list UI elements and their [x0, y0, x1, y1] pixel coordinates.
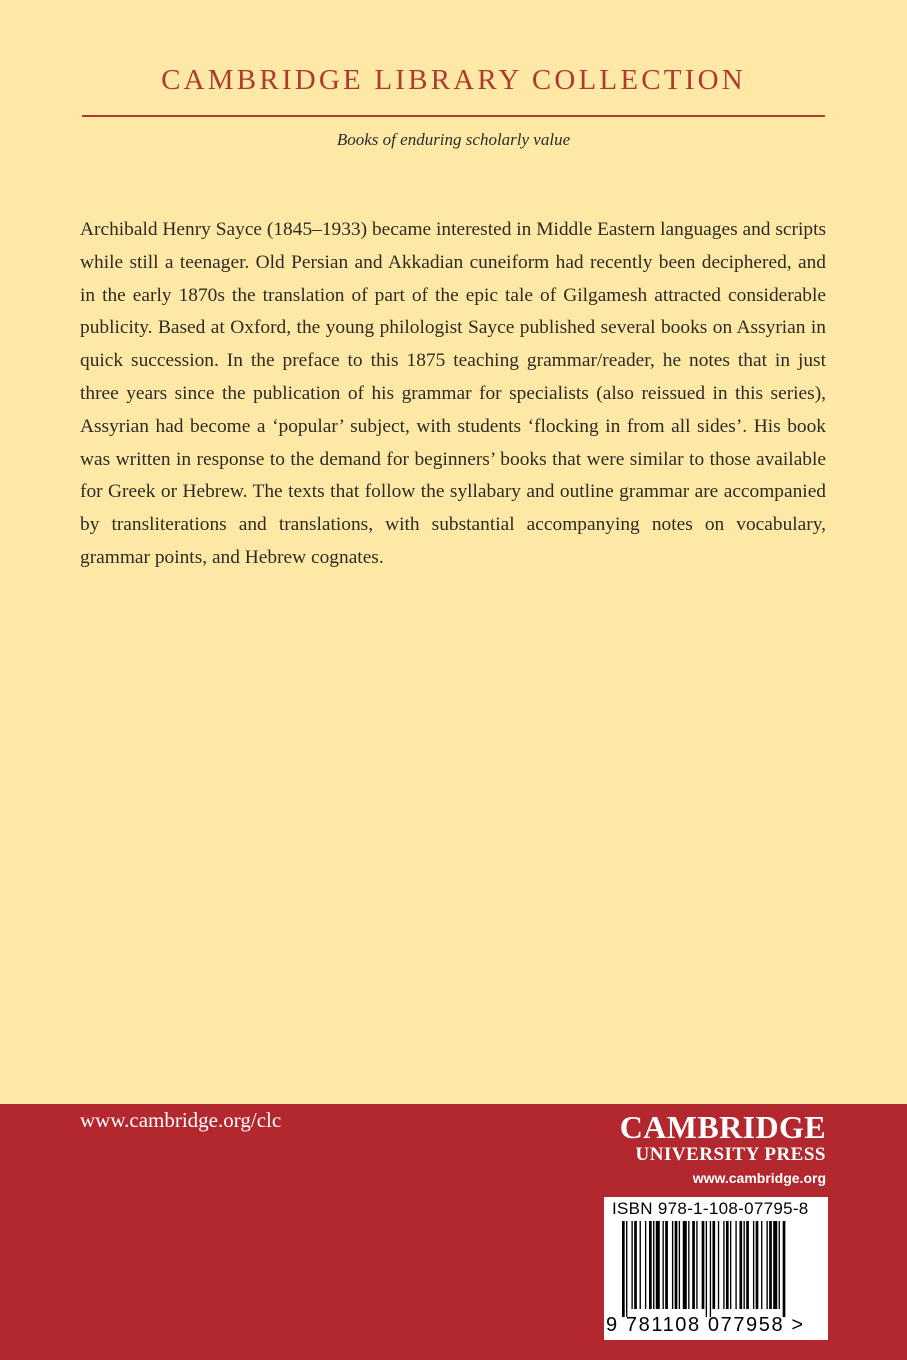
- series-url[interactable]: www.cambridge.org/clc: [80, 1108, 282, 1132]
- barcode-bar: [675, 1221, 678, 1309]
- barcode-bar: [761, 1221, 762, 1309]
- blurb-text: Archibald Henry Sayce (1845–1933) became interested in Middle Eastern languages and scripts while still a teenager. Old Persian and Akkadian cuneiform had recently been deciphered, and in the early 1870s the translation of part of the epic tale of Gilgamesh attracted considerable publicity. Based at Oxford, the young philologist Sayce published several books on Assyrian in quick succession. In the preface to this 1875 teaching grammar/reader, he notes that in just three years since the publication of his grammar for specialists (also reissued in this series), Assyrian had become a ‘popular’ subject, with students ‘flocking in from all sides’. His book was written in response to the demand for beginners’ books that were similar to those available for Greek or Hebrew. The texts that follow the syllabary and outline grammar are accompanied by transliterations and translations, with substantial accompanying notes on vocabulary, grammar points, and Hebrew cognates.: [80, 219, 826, 568]
- barcode-bar: [640, 1221, 641, 1309]
- barcode-bar: [718, 1221, 719, 1309]
- barcode-bar: [712, 1221, 715, 1309]
- barcode-bar: [665, 1221, 668, 1309]
- barcode-bar: [753, 1221, 754, 1309]
- barcode-bar: [653, 1221, 654, 1309]
- barcode-box: [604, 1197, 828, 1340]
- barcode-icon: [608, 1221, 824, 1317]
- barcode-bar: [645, 1221, 646, 1309]
- barcode-bar: [656, 1221, 660, 1309]
- barcode-bar: [692, 1221, 695, 1309]
- barcode-bar: [672, 1221, 673, 1309]
- barcode-bar: [696, 1221, 697, 1309]
- barcode-bar: [735, 1221, 736, 1309]
- publisher-name: CAMBRIDGE: [619, 1109, 826, 1145]
- barcode-bar: [769, 1221, 772, 1309]
- series-title: CAMBRIDGE LIBRARY COLLECTION: [161, 64, 746, 96]
- publisher-logo: [604, 1110, 826, 1186]
- barcode-bar: [739, 1221, 742, 1309]
- barcode-bar: [702, 1221, 705, 1309]
- barcode-bar: [766, 1221, 767, 1309]
- publisher-url[interactable]: www.cambridge.org: [692, 1170, 826, 1186]
- barcode-bar: [779, 1221, 780, 1309]
- barcode-bar: [744, 1221, 745, 1309]
- barcode-bar: [710, 1221, 711, 1317]
- barcode-bar: [746, 1221, 749, 1309]
- barcode-bar: [726, 1221, 729, 1309]
- barcode-bar: [631, 1221, 632, 1309]
- barcode-bar: [622, 1221, 625, 1317]
- barcode-bar: [683, 1221, 687, 1309]
- tagline: Books of enduring scholarly value: [336, 130, 571, 149]
- barcode-bar: [756, 1221, 759, 1309]
- divider-rule: [82, 115, 825, 117]
- barcode-bar: [679, 1221, 680, 1309]
- barcode-bar: [706, 1221, 707, 1317]
- barcode-bar: [730, 1221, 731, 1309]
- barcode-bar: [649, 1221, 652, 1309]
- barcode-bar: [634, 1221, 637, 1309]
- barcode-bar: [783, 1221, 786, 1317]
- barcode-bar: [773, 1221, 777, 1309]
- barcode-bar: [688, 1221, 689, 1309]
- barcode-bar: [723, 1221, 724, 1309]
- barcode-digits: 9 781108 077958 >: [606, 1314, 805, 1336]
- barcode-bar: [663, 1221, 664, 1309]
- barcode-bar: [626, 1221, 627, 1317]
- publisher-subtitle: UNIVERSITY PRESS: [635, 1144, 826, 1165]
- isbn-label: ISBN 978-1-108-07795-8: [612, 1199, 809, 1218]
